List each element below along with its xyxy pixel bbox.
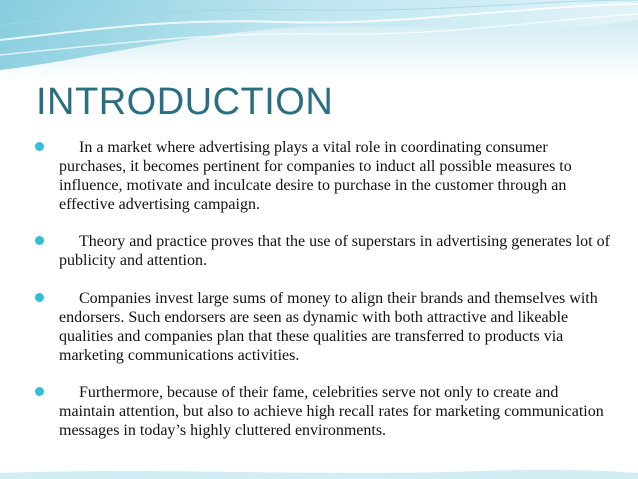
bullet-icon [35, 142, 44, 151]
bullet-icon [35, 293, 44, 302]
bullet-list [34, 138, 614, 440]
bullet-item [34, 289, 614, 365]
bullet-text: Furthermore, because of their fame, celebrities serve not only to create and maintain attention, but also to achieve high recall rates for marketing communication messages in today’s highly cluttered environments. [59, 384, 604, 439]
footer-wave-decoration [0, 463, 638, 479]
bullet-item [34, 138, 614, 214]
bullet-item [34, 232, 614, 270]
header-wave-decoration [0, 0, 638, 80]
bullet-text: Companies invest large sums of money to align their brands and themselves with endorsers. Such endorsers are seen as dynamic with both attractive and likeable qualities and companies plan that these qualities are transferred to products via marketing communications activities. [59, 290, 598, 364]
bullet-icon [35, 387, 44, 396]
bullet-item [34, 383, 614, 440]
bullet-text: In a market where advertising plays a vital role in coordinating consumer purchases, it becomes pertinent for companies to induct all possible measures to influence, motivate and inculcate desire to purchase in the customer through an effective advertising campaign. [59, 139, 572, 213]
bullet-icon [35, 236, 44, 245]
bullet-text: Theory and practice proves that the use of superstars in advertising generates lot of publicity and attention. [59, 233, 610, 269]
slide-title: INTRODUCTION [36, 81, 334, 123]
